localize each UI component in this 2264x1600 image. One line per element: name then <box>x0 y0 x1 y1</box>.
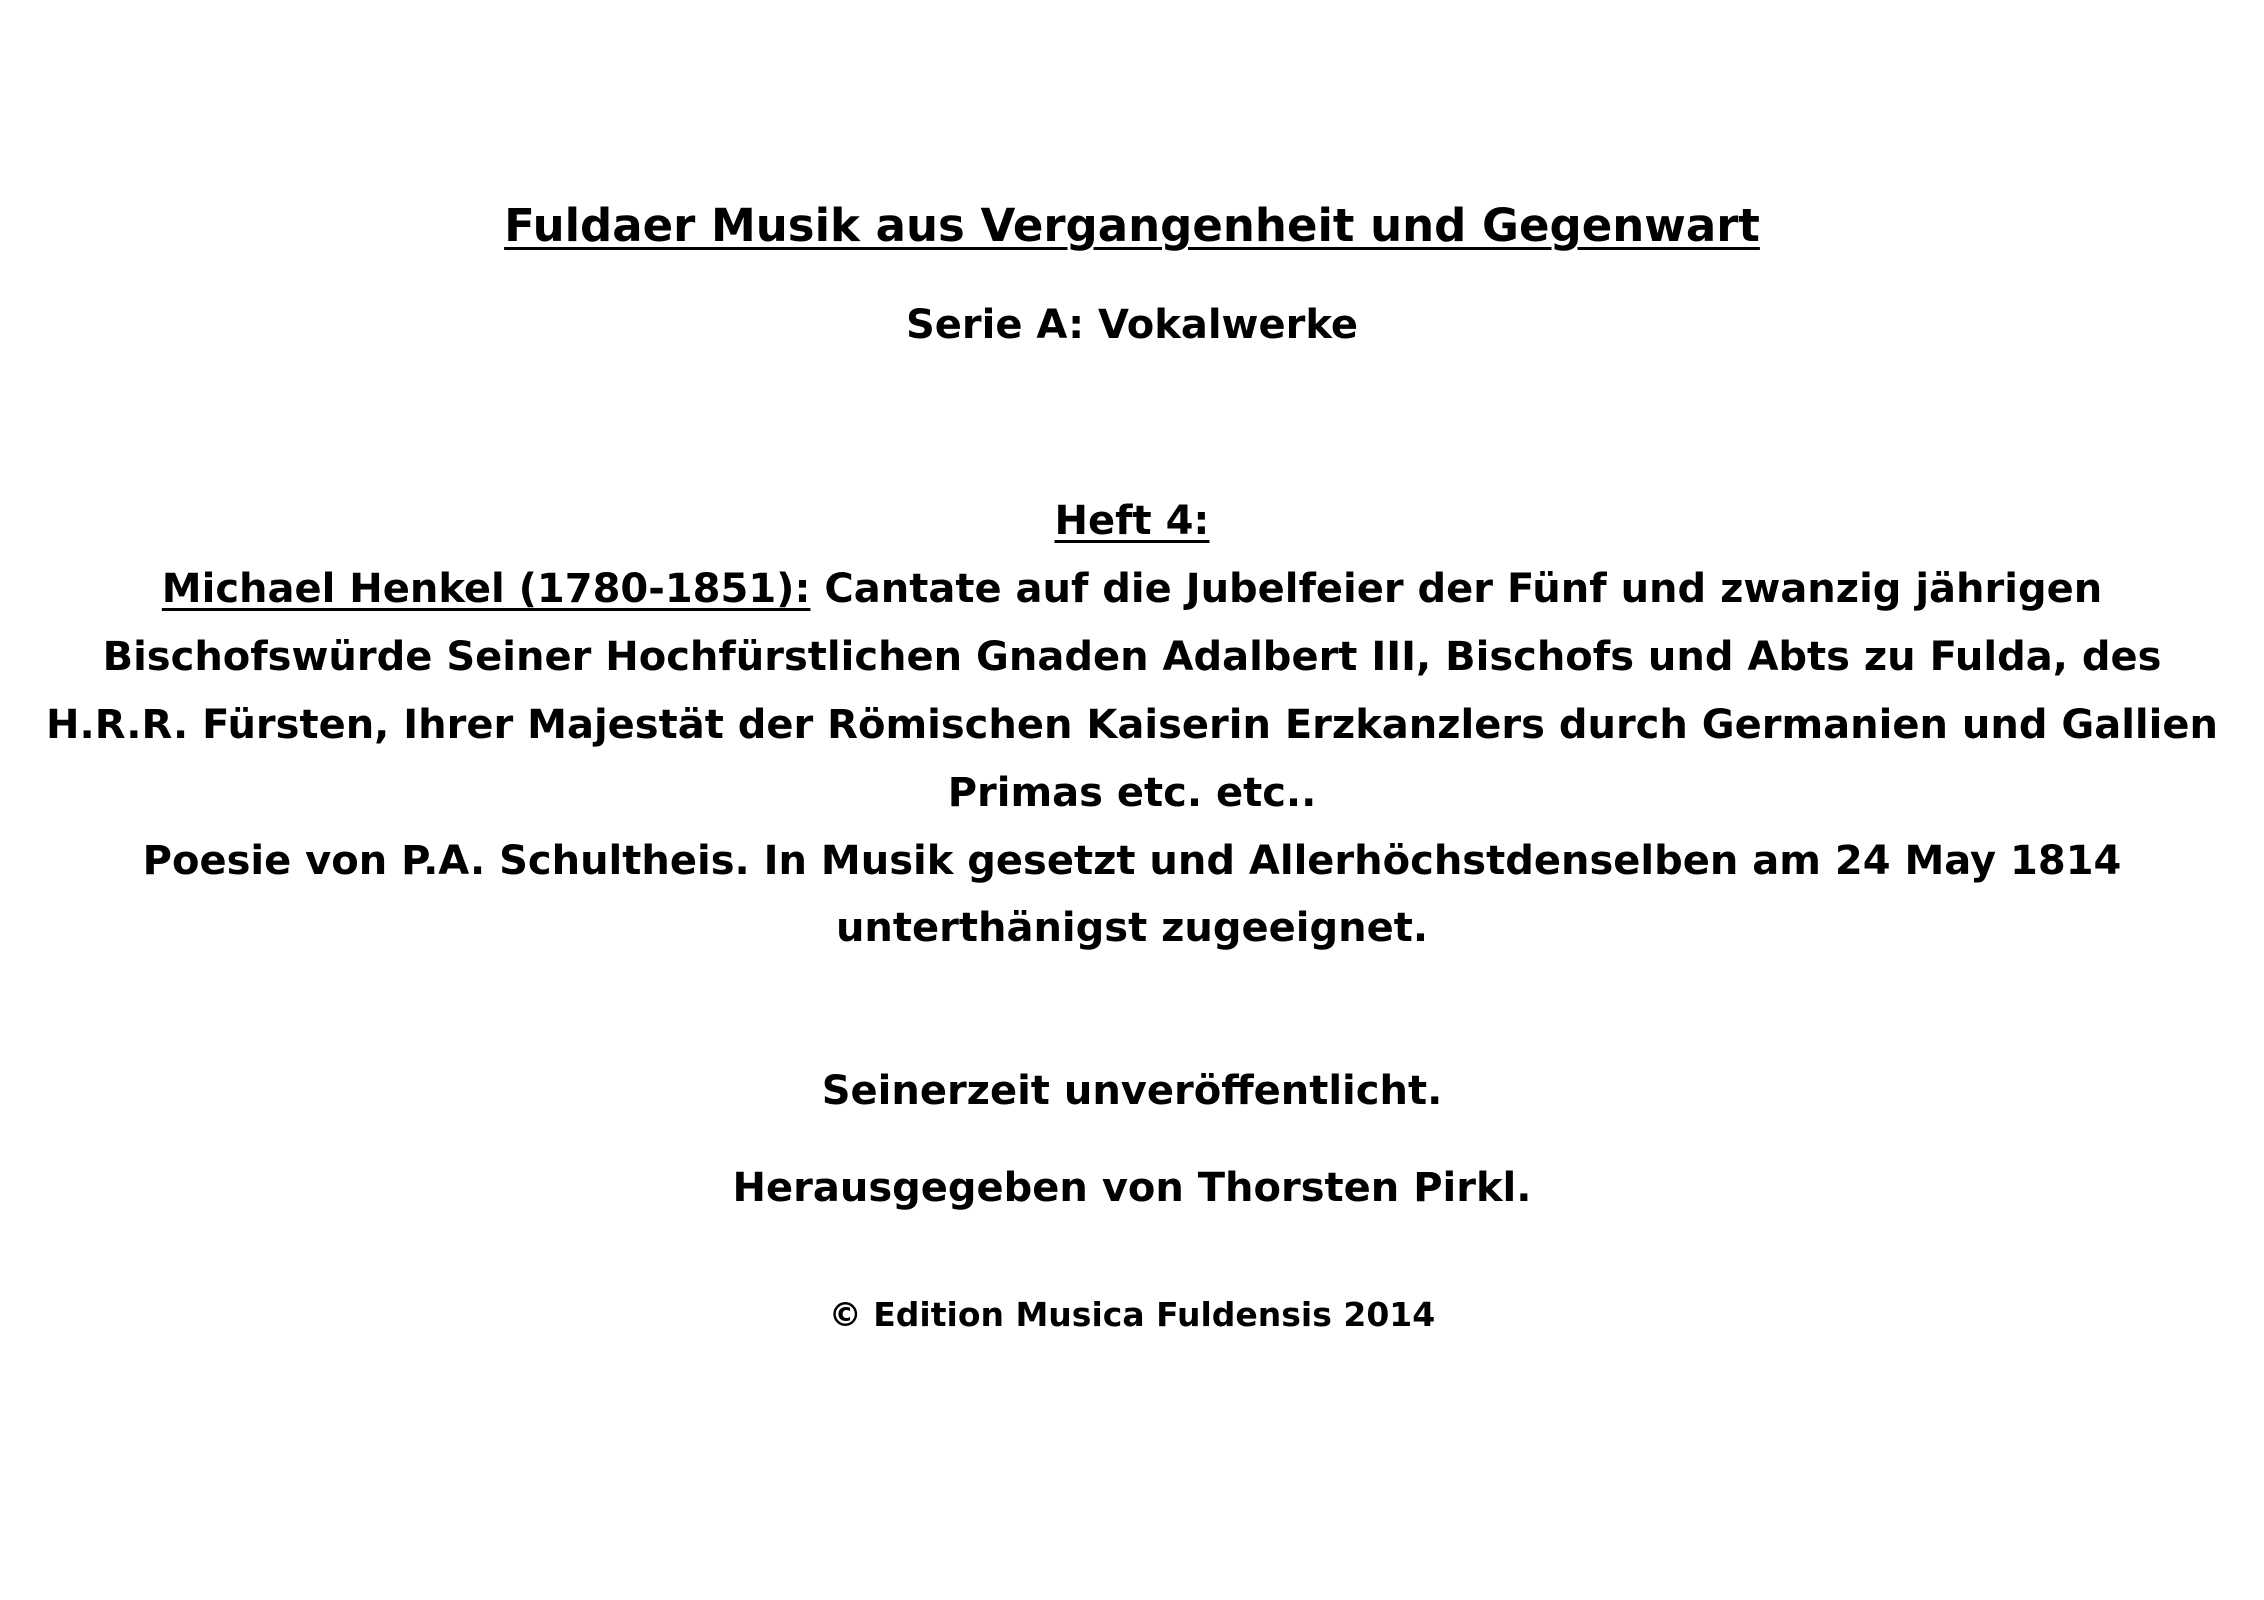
publication-note: Seinerzeit unveröffentlicht. <box>821 1068 1443 1114</box>
dedication-line-1: Poesie von P.A. Schultheis. In Musik gesetzt und Allerhöchstdenselben am 24 May 1814 <box>142 838 2122 884</box>
work-title-line-3: H.R.R. Fürsten, Ihrer Majestät der Römischen Kaiserin Erzkanzlers durch Germanien und Gallien <box>46 702 2218 748</box>
work-title-line-4: Primas etc. etc.. <box>947 770 1317 816</box>
heft-number: Heft 4: <box>1054 498 1210 544</box>
composer-name: Michael Henkel (1780-1851): <box>161 566 811 612</box>
heft-heading <box>0 493 2264 549</box>
work-title-start: Cantate auf die Jubelfeier der Fünf und zwanzig jährigen <box>810 566 2103 612</box>
series-title-text: Fuldaer Musik aus Vergangenheit und Gegenwart <box>504 199 1760 252</box>
copyright-notice: © Edition Musica Fuldensis 2014 <box>828 1295 1436 1334</box>
series-title <box>0 196 2264 256</box>
work-title-line-2: Bischofswürde Seiner Hochfürstlichen Gnaden Adalbert III, Bischofs und Abts zu Fulda, des <box>102 634 2162 680</box>
work-title-line-1 <box>0 561 2264 617</box>
series-subtitle: Serie A: Vokalwerke <box>905 302 1359 348</box>
dedication-line-2: unterthänigst zugeeignet. <box>835 905 1429 951</box>
editor-credit: Herausgegeben von Thorsten Pirkl. <box>732 1165 1532 1211</box>
